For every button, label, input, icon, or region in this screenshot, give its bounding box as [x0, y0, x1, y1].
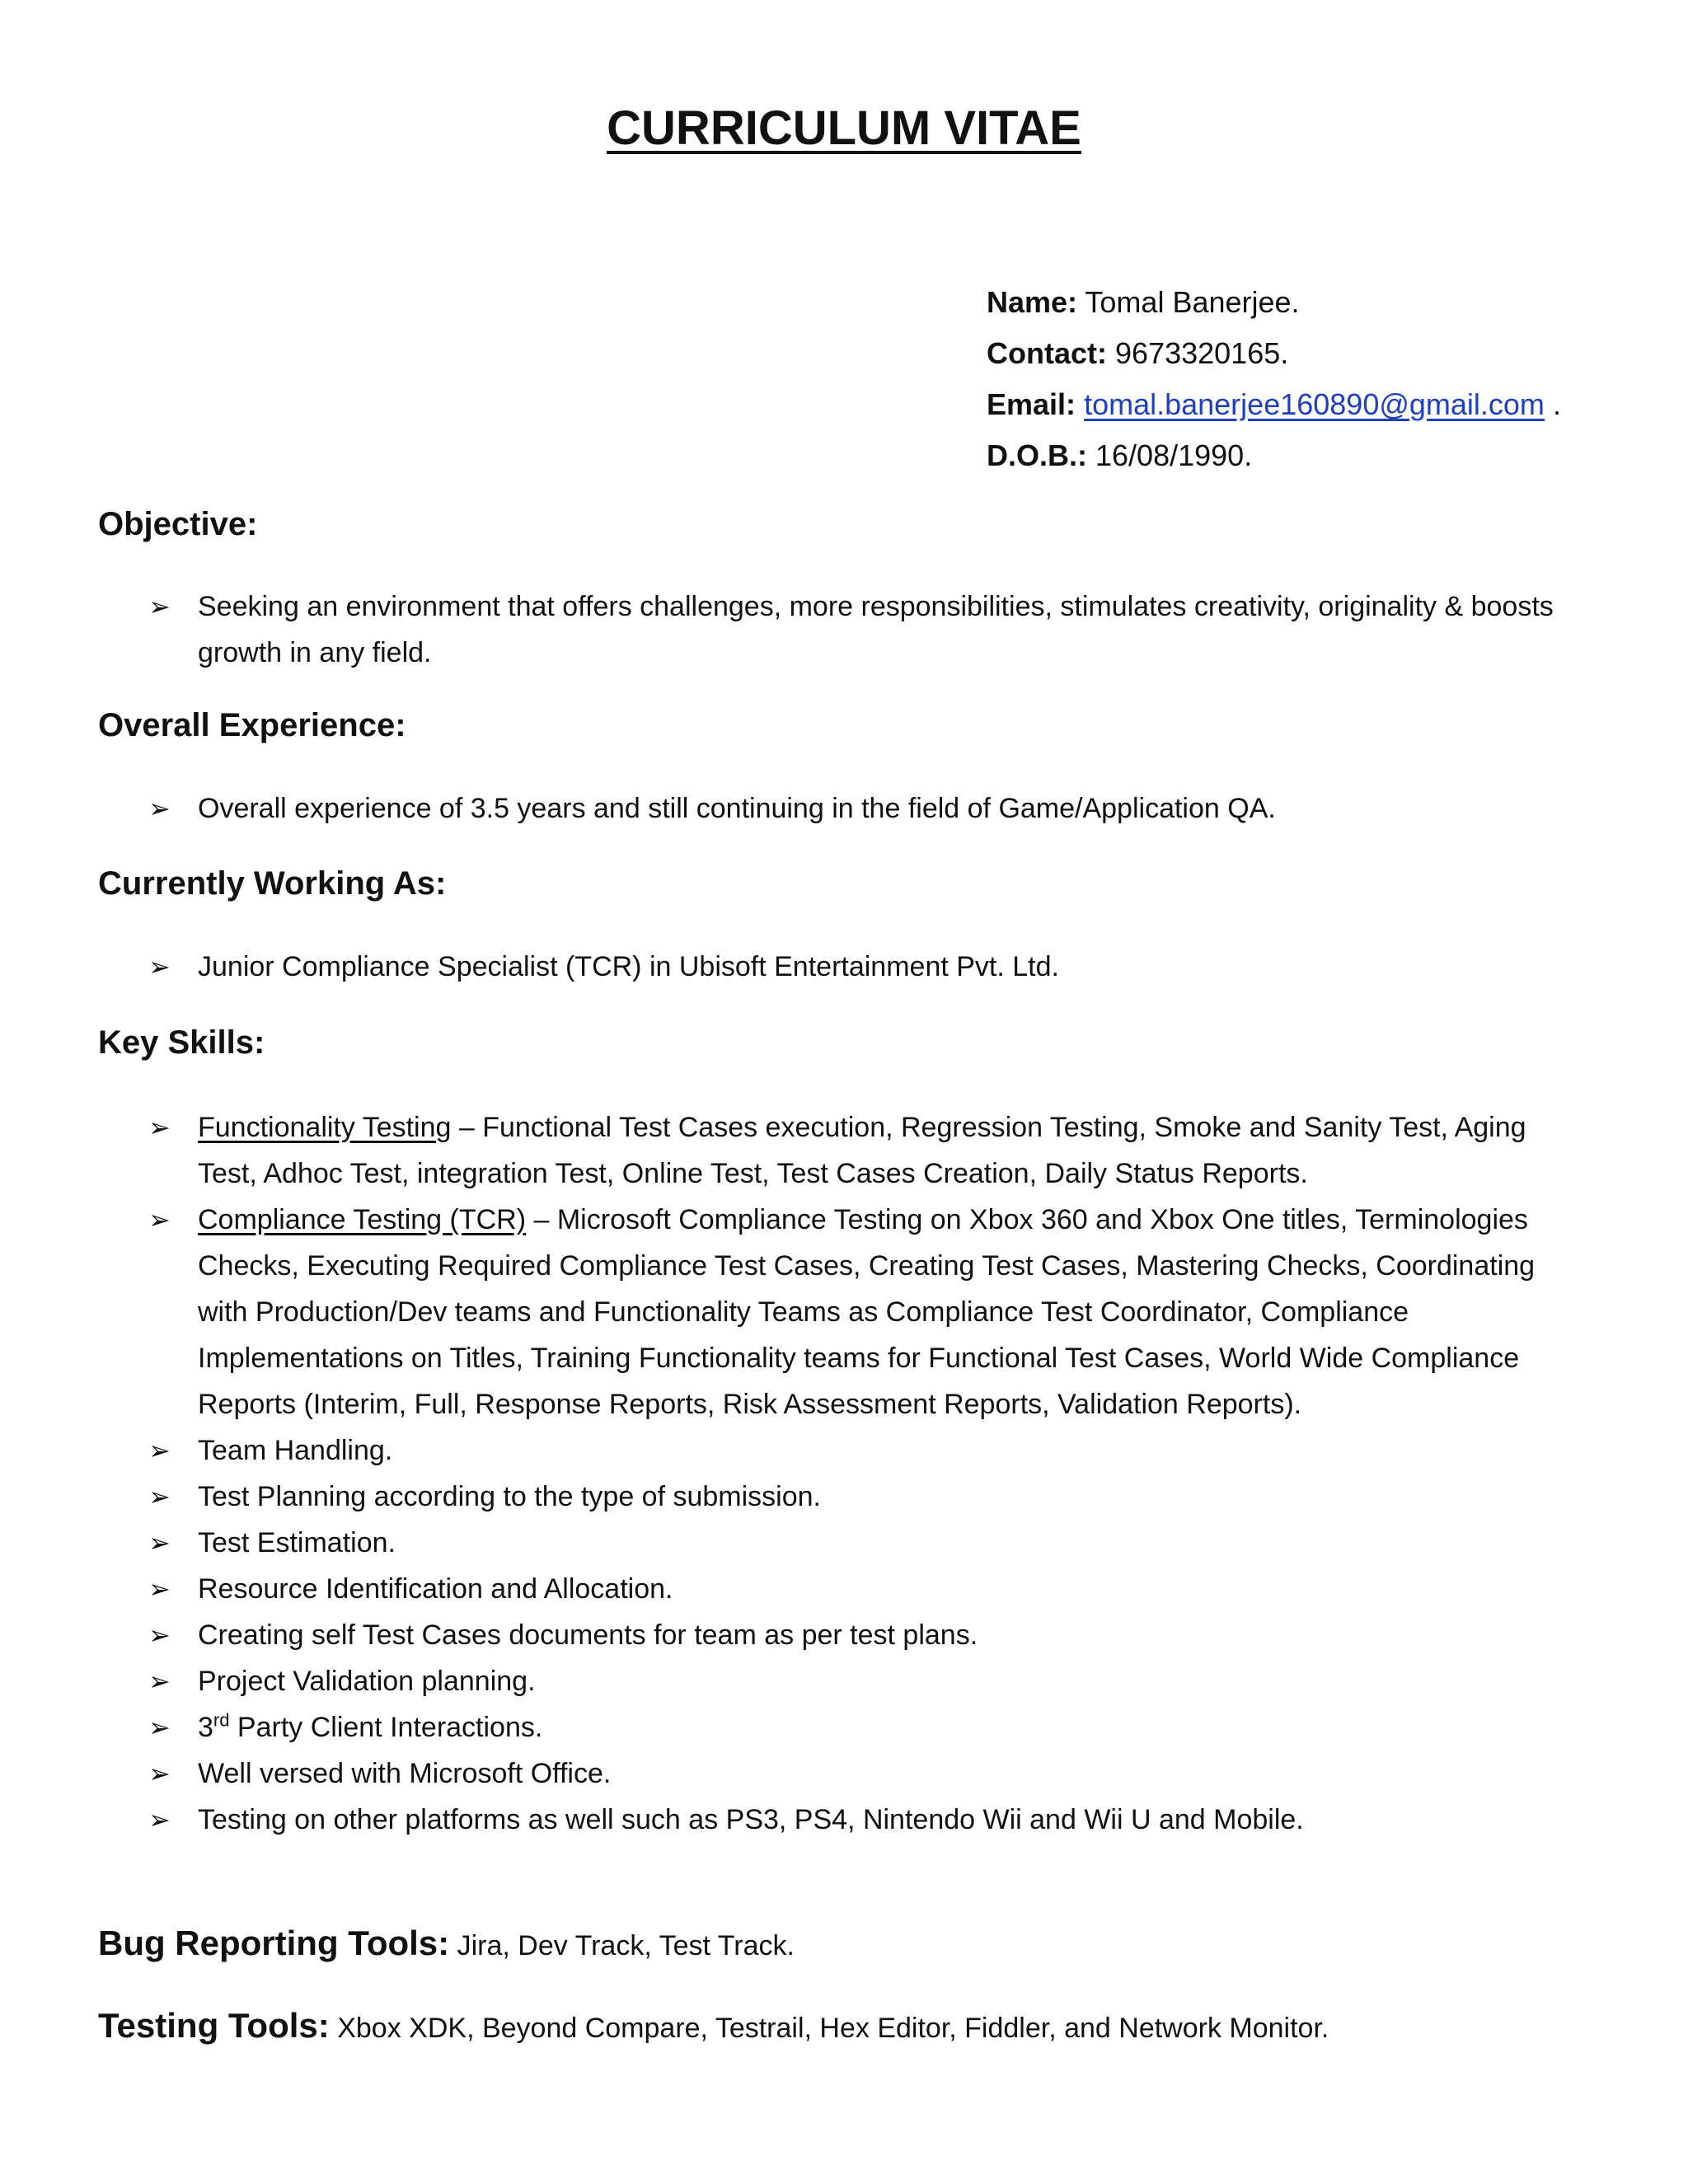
objective-heading: Objective:	[98, 506, 258, 542]
testing-tools	[98, 2006, 1329, 2046]
arrow-bullet-icon: ➢	[148, 1436, 171, 1465]
arrow-bullet-icon: ➢	[148, 1805, 171, 1835]
dob-value: 16/08/1990.	[1095, 438, 1253, 472]
arrow-bullet-icon: ➢	[148, 1713, 171, 1742]
bug-reporting-tools-value: Jira, Dev Track, Test Track.	[449, 1930, 795, 1961]
third-party-superscript: rd	[213, 1709, 230, 1731]
skill-text: Resource Identification and Allocation.	[198, 1573, 673, 1605]
overall-experience-heading: Overall Experience:	[98, 707, 406, 743]
dob-row	[987, 430, 1646, 481]
list-item	[148, 1658, 1582, 1704]
functionality-testing-text: – Functional Test Cases execution, Regression Testing, Smoke and Sanity Test, Aging Test, Adhoc Test, integration Test, Online Test, Test Cases Creation, Daily Status Reports.	[198, 1112, 1526, 1189]
email-suffix: .	[1552, 387, 1561, 421]
arrow-bullet-icon: ➢	[148, 794, 171, 823]
list-item	[148, 785, 1582, 832]
skill-text: Creating self Test Cases documents for team as per test plans.	[198, 1619, 978, 1651]
name-label: Name:	[987, 285, 1078, 319]
bug-reporting-tools-label: Bug Reporting Tools:	[98, 1924, 450, 1962]
currently-working-text: Junior Compliance Specialist (TCR) in Ubisoft Entertainment Pvt. Ltd.	[198, 951, 1059, 982]
list-item	[148, 1474, 1582, 1520]
third-party-number: 3	[198, 1712, 213, 1743]
skill-text: Test Planning according to the type of submission.	[198, 1481, 821, 1512]
list-item	[148, 944, 1582, 990]
name-row	[987, 277, 1646, 328]
arrow-bullet-icon: ➢	[148, 1113, 171, 1142]
currently-working-list	[148, 944, 1582, 990]
key-skills-list	[148, 1104, 1582, 1843]
list-item	[148, 1566, 1582, 1612]
arrow-bullet-icon: ➢	[148, 592, 171, 621]
arrow-bullet-icon: ➢	[148, 1574, 171, 1604]
arrow-bullet-icon: ➢	[148, 1205, 171, 1235]
skill-text: Test Estimation.	[198, 1527, 396, 1558]
testing-tools-value: Xbox XDK, Beyond Compare, Testrail, Hex Editor, Fiddler, and Network Monitor.	[329, 2013, 1329, 2044]
contact-value: 9673320165.	[1115, 336, 1289, 370]
skill-text: Project Validation planning.	[198, 1666, 536, 1697]
currently-working-heading: Currently Working As:	[98, 865, 447, 902]
list-item	[148, 1104, 1582, 1197]
compliance-testing-term: Compliance Testing (TCR)	[198, 1204, 527, 1235]
arrow-bullet-icon: ➢	[148, 1482, 171, 1511]
list-item	[148, 1704, 1582, 1750]
list-item	[148, 583, 1582, 676]
objective-list	[148, 583, 1582, 676]
email-row	[987, 379, 1646, 430]
arrow-bullet-icon: ➢	[148, 1666, 171, 1696]
objective-text: Seeking an environment that offers challenges, more responsibilities, stimulates creativity, originality & boosts growth in any field.	[198, 591, 1554, 668]
email-label: Email:	[987, 387, 1076, 421]
list-item	[148, 1750, 1582, 1797]
bug-reporting-tools	[98, 1924, 795, 1963]
list-item	[148, 1612, 1582, 1658]
key-skills-heading: Key Skills:	[98, 1024, 265, 1061]
list-item	[148, 1520, 1582, 1566]
contact-block	[987, 277, 1646, 481]
list-item	[148, 1197, 1582, 1427]
email-link[interactable]: tomal.banerjee160890@gmail.com	[1084, 387, 1545, 421]
name-value: Tomal Banerjee.	[1085, 285, 1300, 319]
list-item	[148, 1427, 1582, 1474]
list-item	[148, 1797, 1582, 1843]
arrow-bullet-icon: ➢	[148, 1528, 171, 1558]
dob-label: D.O.B.:	[987, 438, 1087, 472]
skill-text: Testing on other platforms as well such as PS3, PS4, Nintendo Wii and Wii U and Mobile.	[198, 1804, 1304, 1835]
functionality-testing-term: Functionality Testing	[198, 1112, 452, 1143]
overall-experience-text: Overall experience of 3.5 years and still continuing in the field of Game/Application QA.	[198, 793, 1276, 824]
arrow-bullet-icon: ➢	[148, 1620, 171, 1650]
contact-label: Contact:	[987, 336, 1107, 370]
third-party-text: Party Client Interactions.	[229, 1712, 543, 1743]
compliance-testing-text: – Microsoft Compliance Testing on Xbox 360 and Xbox One titles, Terminologies Checks, Executing Required Compliance Test Cases, Creating Test Cases, Mastering Checks, Coordinating with Production/Dev teams and Functionality Teams as Compliance Test Coordinator, Compliance Implementations on Titles, Training Functionality teams for Functional Test Cases, World Wide Compliance Reports (Interim, Full, Response Reports, Risk Assessment Reports, Validation Reports).	[198, 1204, 1536, 1420]
testing-tools-label: Testing Tools:	[98, 2006, 330, 2045]
skill-text: Well versed with Microsoft Office.	[198, 1758, 612, 1789]
document-title: CURRICULUM VITAE	[607, 101, 1081, 155]
contact-row	[987, 328, 1646, 379]
arrow-bullet-icon: ➢	[148, 1759, 171, 1788]
arrow-bullet-icon: ➢	[148, 952, 171, 982]
skill-text: Team Handling.	[198, 1435, 393, 1466]
overall-experience-list	[148, 785, 1582, 832]
